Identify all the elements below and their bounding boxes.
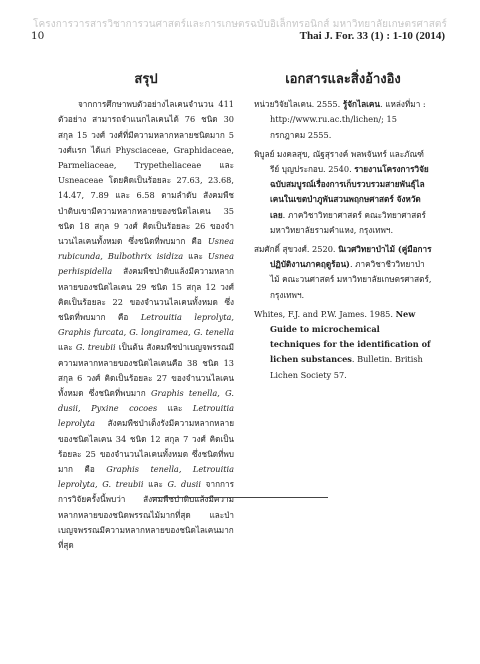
summary-heading: สรุป: [134, 72, 158, 87]
summary-column: [58, 72, 234, 553]
reference-item: [254, 147, 432, 238]
reference-author: พิบูลย์ มงคลสุข, ณัฐสุรางค์ พลพจันทร์ และภัณฑ์รีย์ บุญประกอบ. 2540.: [254, 148, 424, 175]
summary-text-9: จากการการวิจัยครั้งนี้พบว่า สังคมพืชป่าดิบแล้งมีความหลากหลายของชนิดพรรณไม้มากที่สุด และป่าเบญจพรรณมีความหลากหลายของชนิดไลเคนมากที่สุด: [58, 479, 234, 551]
journal-citation: Thai J. For. 33 (1) : 1-10 (2014): [299, 30, 445, 42]
reference-source: . ภาควิชาชีววิทยาป่าไม้ คณะวนศาสตร์ มหาวิทยาลัยเกษตรศาสตร์, กรุงเทพฯ.: [270, 259, 432, 300]
species-name: Letrouitia leprolyta: [58, 403, 234, 429]
reference-item: [254, 307, 432, 383]
summary-text-7: สังคมพืชป่าเต็งรังมีความหลากหลายของชนิดไลเคน 34 ชนิด 12 สกุล 7 วงศ์ คิดเป็นร้อยละ 25 ของจำนวนไลเคนทั้งหมด ซึ่งชนิดที่พบมาก คือ: [58, 418, 234, 475]
reference-source: . Bulletin. British Lichen Society 57.: [270, 354, 423, 380]
page-header: [31, 30, 445, 44]
summary-text-4: และ: [58, 342, 76, 353]
summary-text-5: เป็นต้น สังคมพืชป่าเบญจพรรณมีความหลากหลายของชนิดไลเคนคือ 38 ชนิด 13 สกุล 6 วงศ์ คิดเป็นร้อยละ 27 ของจำนวนไลเคนทั้งหมด ซึ่งชนิดที่พบมาก: [58, 342, 234, 399]
species-name: G. dusii: [167, 479, 202, 490]
reference-item: [254, 242, 432, 303]
summary-text-6: และ: [157, 403, 193, 414]
reference-title: New Guide to microchemical techniques for the identification of lichen substances: [270, 308, 431, 365]
species-name: Usnea rubicunda, Bulbothrix isidiza: [58, 236, 234, 262]
species-name: Usnea perhispidella: [58, 251, 234, 277]
reference-title: รายงานโครงการวิจัยฉบับสมบูรณ์เรื่องการเก็บรวบรวมสายพันธุ์ไลเคนในเขตป่าภูพันสวนพฤกษศาสตร์ จังหวัดเลย: [270, 164, 429, 220]
summary-text-1: จากการศึกษาพบตัวอย่างไลเคนจำนวน 411 ตัวอย่าง สามารถจำแนกไลเคนได้ 76 ชนิด 30 สกุล 15 วงศ์ วงศ์ที่มีความหลากหลายชนิดมาก 5 วงศ์แรก ได้แก่ Physciaceae, Graphidaceae, Parmeliaceae, Trypetheliaceae และ Usneaceae โดยคิดเป็นร้อยละ 27.63, 23.68, 14.47, 7.89 และ 6.58 ตามลำดับ สังคมพืชป่าดิบเขามีความหลากหลายของชนิดไลเคน 35 ชนิด 18 สกุล 9 วงศ์ คิดเป็นร้อยละ 26 ของจำนวนไลเคนทั้งหมด ซึ่งชนิดที่พบมาก คือ: [58, 99, 234, 247]
summary-paragraph: [58, 97, 234, 553]
reference-title: รู้จักไลเคน: [342, 99, 381, 110]
reference-item: [254, 97, 432, 143]
references-column: [254, 72, 432, 387]
summary-text-3: สังคมพืชป่าดิบแล้งมีความหลากหลายของชนิดไลเคน 29 ชนิด 15 สกุล 12 วงศ์ คิดเป็นร้อยละ 22 ของจำนวนไลเคนทั้งหมด ซึ่งชนิดที่พบมาก คือ: [58, 266, 234, 323]
reference-source: . ภาควิชาวิทยาศาสตร์ คณะวิทยาศาสตร์ มหาวิทยาลัยรามคำแหง, กรุงเทพฯ.: [270, 209, 426, 235]
species-name: G. treubii: [75, 342, 116, 353]
reference-author: สมศักดิ์ สุขวงศ์. 2520.: [254, 244, 339, 255]
summary-text-8: และ: [143, 479, 168, 490]
watermark-text: โครงการวารสารวิชาการวนศาสตร์และการเกษตรฉบับอิเล็กทรอนิกส์ มหาวิทยาลัยเกษตรศาสตร์: [33, 19, 447, 30]
page-number: 10: [31, 30, 45, 42]
references-heading: เอกสารและสิ่งอ้างอิง: [285, 72, 401, 87]
reference-title: นิเวศวิทยาป่าไม้ (คู่มือการปฏิบัติงานภาคฤดูร้อน): [270, 244, 432, 270]
reference-source: . แหล่งที่มา : http://www.ru.ac.th/lichen/; 15 กรกฎาคม 2555.: [270, 99, 426, 140]
species-name: Graphis tenella, G. dusii, Pyxine cocoes: [58, 388, 235, 414]
reference-author: Whites, F.J. and P.W. James. 1985.: [254, 308, 396, 319]
end-divider: [152, 497, 328, 498]
summary-text-2: และ: [183, 251, 208, 262]
reference-author: หน่วยวิจัยไลเคน. 2555.: [254, 99, 343, 110]
species-name: Letrouitia leprolyta, Graphis furcata, G. longiramea, G. tenella: [58, 312, 234, 338]
species-name: Graphis tenella, Letrouitia leprolyta, G. treubii: [58, 464, 234, 490]
